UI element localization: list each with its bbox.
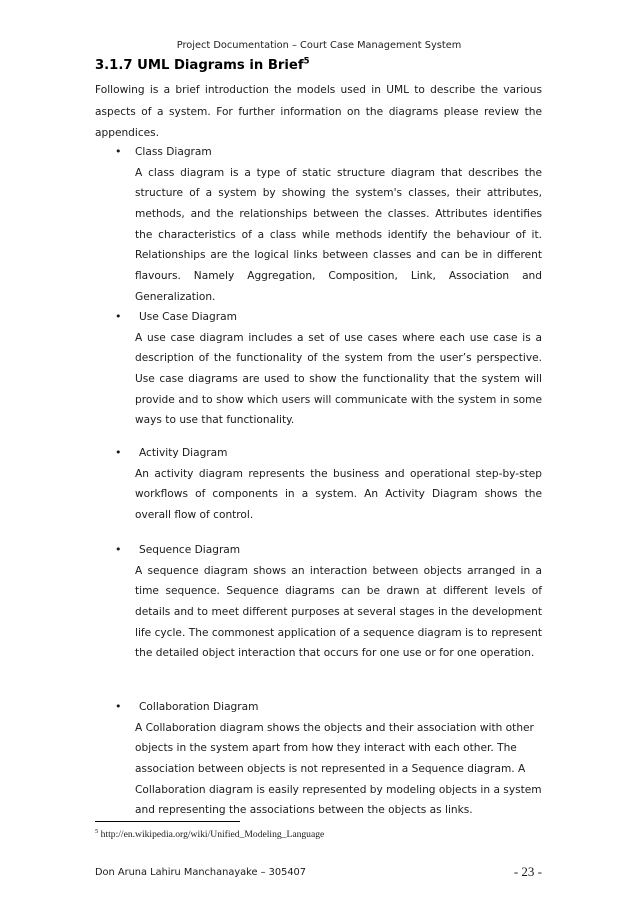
item-title: Collaboration Diagram [139, 701, 259, 713]
list-item-class-diagram [95, 142, 542, 307]
page-header: Project Documentation – Court Case Management System [176, 40, 462, 51]
bullet-icon: • [115, 543, 122, 556]
item-title: Class Diagram [135, 146, 212, 158]
footnote-number: 5 [95, 828, 99, 835]
bullet-icon: • [115, 145, 122, 158]
bullet-icon: • [115, 310, 122, 323]
footnote-divider [95, 821, 240, 822]
item-title: Sequence Diagram [139, 544, 241, 556]
footnote [95, 828, 324, 840]
item-description: A use case diagram includes a set of use cases where each use case is a description of the functionality of the system from the user’s perspective. Use case diagrams are used to show the functionality that the system will provide and to show which users will communicate with the system in some ways to use that functionality. [135, 331, 542, 427]
item-description: A Collaboration diagram shows the objects and their association with other objects in the system apart from how they interact with each other. The association between objects is not represented in a Sequence diagram. A Collaboration diagram is easily represented by modeling objects in a system and representing the associations between the objects as links. [135, 721, 542, 817]
bullet-icon: • [115, 446, 122, 459]
section-heading [95, 58, 310, 73]
list-item-activity-diagram [95, 443, 542, 526]
item-description: A sequence diagram shows an interaction between objects arranged in a time sequence. Sequence diagrams can be drawn at different levels of details and to meet different purposes at several stages in the development life cycle. The commonest application of a sequence diagram is to represent the detailed object interaction that occurs for one use or for one operation. [135, 564, 542, 660]
footnote-reference[interactable]: 5 [303, 56, 310, 67]
bullet-icon: • [115, 700, 122, 713]
footer-author: Don Aruna Lahiru Manchanayake – 305407 [95, 867, 307, 878]
item-title: Use Case Diagram [139, 311, 237, 323]
page-number: - 23 - [513, 864, 542, 879]
list-item-use-case-diagram [95, 307, 542, 431]
footnote-link[interactable]: http://en.wikipedia.org/wiki/Unified_Modeling_Language [100, 829, 325, 841]
list-item-collaboration-diagram [95, 697, 542, 821]
item-title: Activity Diagram [139, 447, 228, 459]
section-heading-text: 3.1.7 UML Diagrams in Brief [95, 58, 304, 73]
item-description: A class diagram is a type of static structure diagram that describes the structure of a system by showing the system's classes, their attributes, methods, and the relationships between the classes. Attributes identifies the characteristics of a class while methods identify the behaviour of it. Relationships are the logical links between classes and can be in different flavours. Namely Aggregation, Composition, Link, Association and Generalization. [135, 166, 542, 303]
intro-paragraph: Following is a brief introduction the models used in UML to describe the various aspects of a system. For further information on the diagrams please review the appendices. [95, 84, 542, 139]
item-description: An activity diagram represents the business and operational step-by-step workflows of components in a system. An Activity Diagram shows the overall flow of control. [135, 467, 542, 521]
list-item-sequence-diagram [95, 540, 542, 664]
